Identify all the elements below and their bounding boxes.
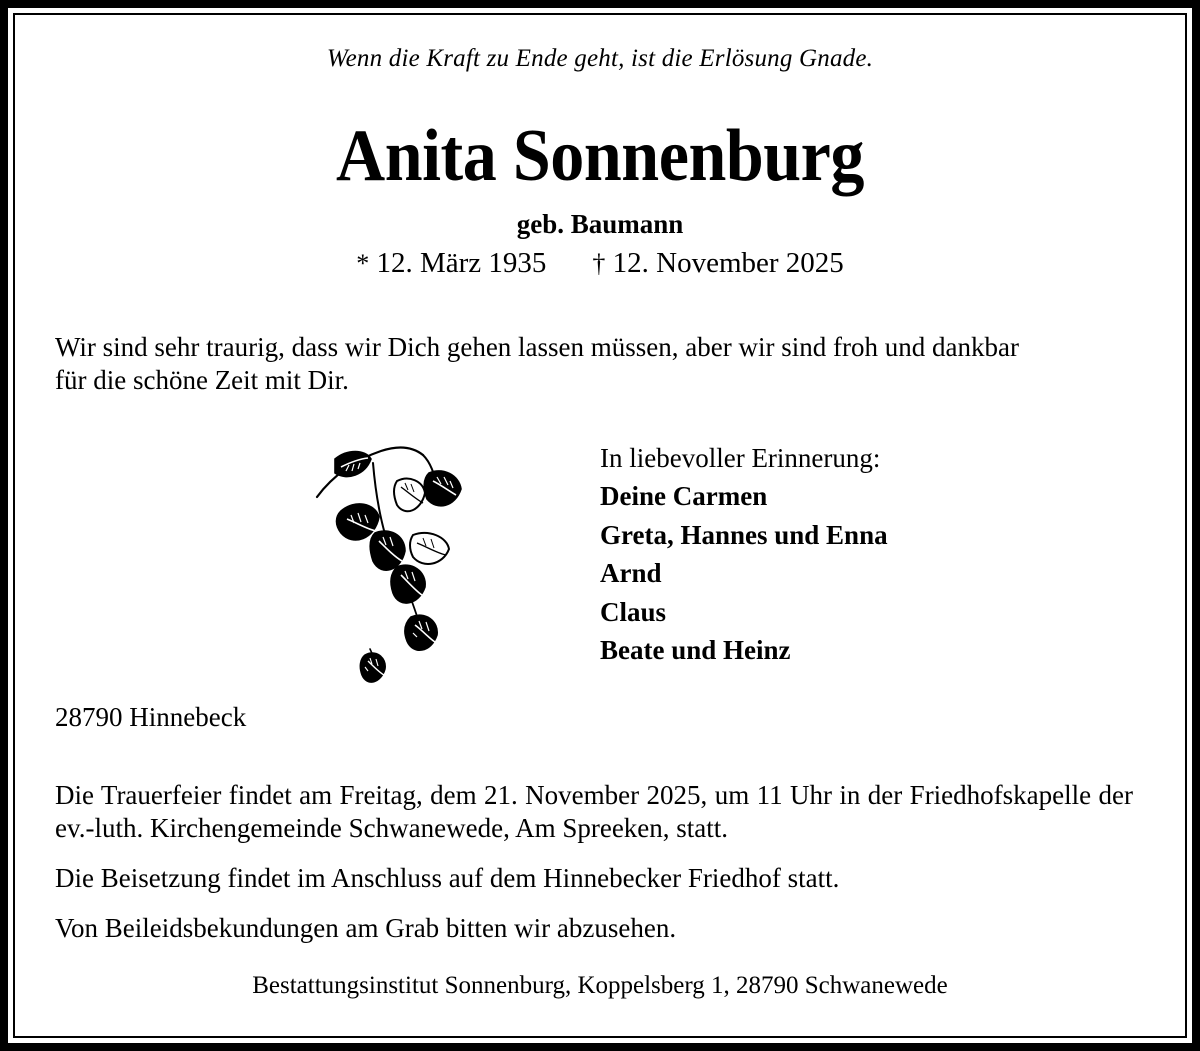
arrangement-paragraph: Die Beisetzung findet im Anschluss auf dem Hinnebecker Friedhof statt.	[55, 862, 840, 893]
death-date: 12. November 2025	[612, 247, 844, 280]
leaf-branch-illustration	[313, 437, 483, 687]
funeral-arrangements	[55, 779, 1145, 945]
mourners-intro: In liebevoller Erinnerung:	[600, 442, 881, 473]
deceased-name: Anita Sonnenburg	[335, 115, 864, 197]
arrangement-paragraph: Von Beileidsbekundungen am Grab bitten wir abzusehen.	[55, 912, 677, 943]
maiden-name: geb. Baumann	[516, 209, 684, 239]
funeral-home-footer: Bestattungsinstitut Sonnenburg, Koppelsberg 1, 28790 Schwanewede	[252, 971, 948, 999]
mourners-list	[600, 439, 888, 670]
born-symbol: *	[356, 249, 370, 279]
birth-date-group	[356, 247, 546, 279]
mourner-name: Claus	[600, 596, 667, 627]
falling-leaf	[360, 649, 385, 682]
died-symbol-cross-icon: †	[592, 249, 606, 279]
mourner-name: Deine Carmen	[600, 481, 768, 512]
farewell-message	[55, 331, 1127, 397]
arrangement-paragraph: Die Trauerfeier findet am Freitag, dem 21. November 2025, um 11 Uhr in der Friedhofskapelle der ev.-luth. Kirchengemeinde Schwanewede, Am Spreeken, statt.	[55, 779, 1133, 843]
place-line: 28790 Hinnebeck	[55, 701, 247, 732]
mourner-name: Arnd	[600, 558, 662, 589]
message-line: für die schöne Zeit mit Dir.	[55, 364, 349, 395]
death-date-group	[592, 247, 843, 279]
mourner-name: Greta, Hannes und Enna	[600, 519, 888, 550]
life-dates	[55, 246, 1145, 281]
mourner-name: Beate und Heinz	[600, 635, 791, 666]
middle-section	[55, 437, 1145, 689]
birth-date: 12. März 1935	[376, 247, 547, 280]
notice-content	[8, 8, 1192, 1043]
motto-text: Wenn die Kraft zu Ende geht, ist die Erlösung Gnade.	[326, 45, 874, 72]
message-line: Wir sind sehr traurig, dass wir Dich gehen lassen müssen, aber wir sind froh und dankbar	[55, 331, 1019, 362]
